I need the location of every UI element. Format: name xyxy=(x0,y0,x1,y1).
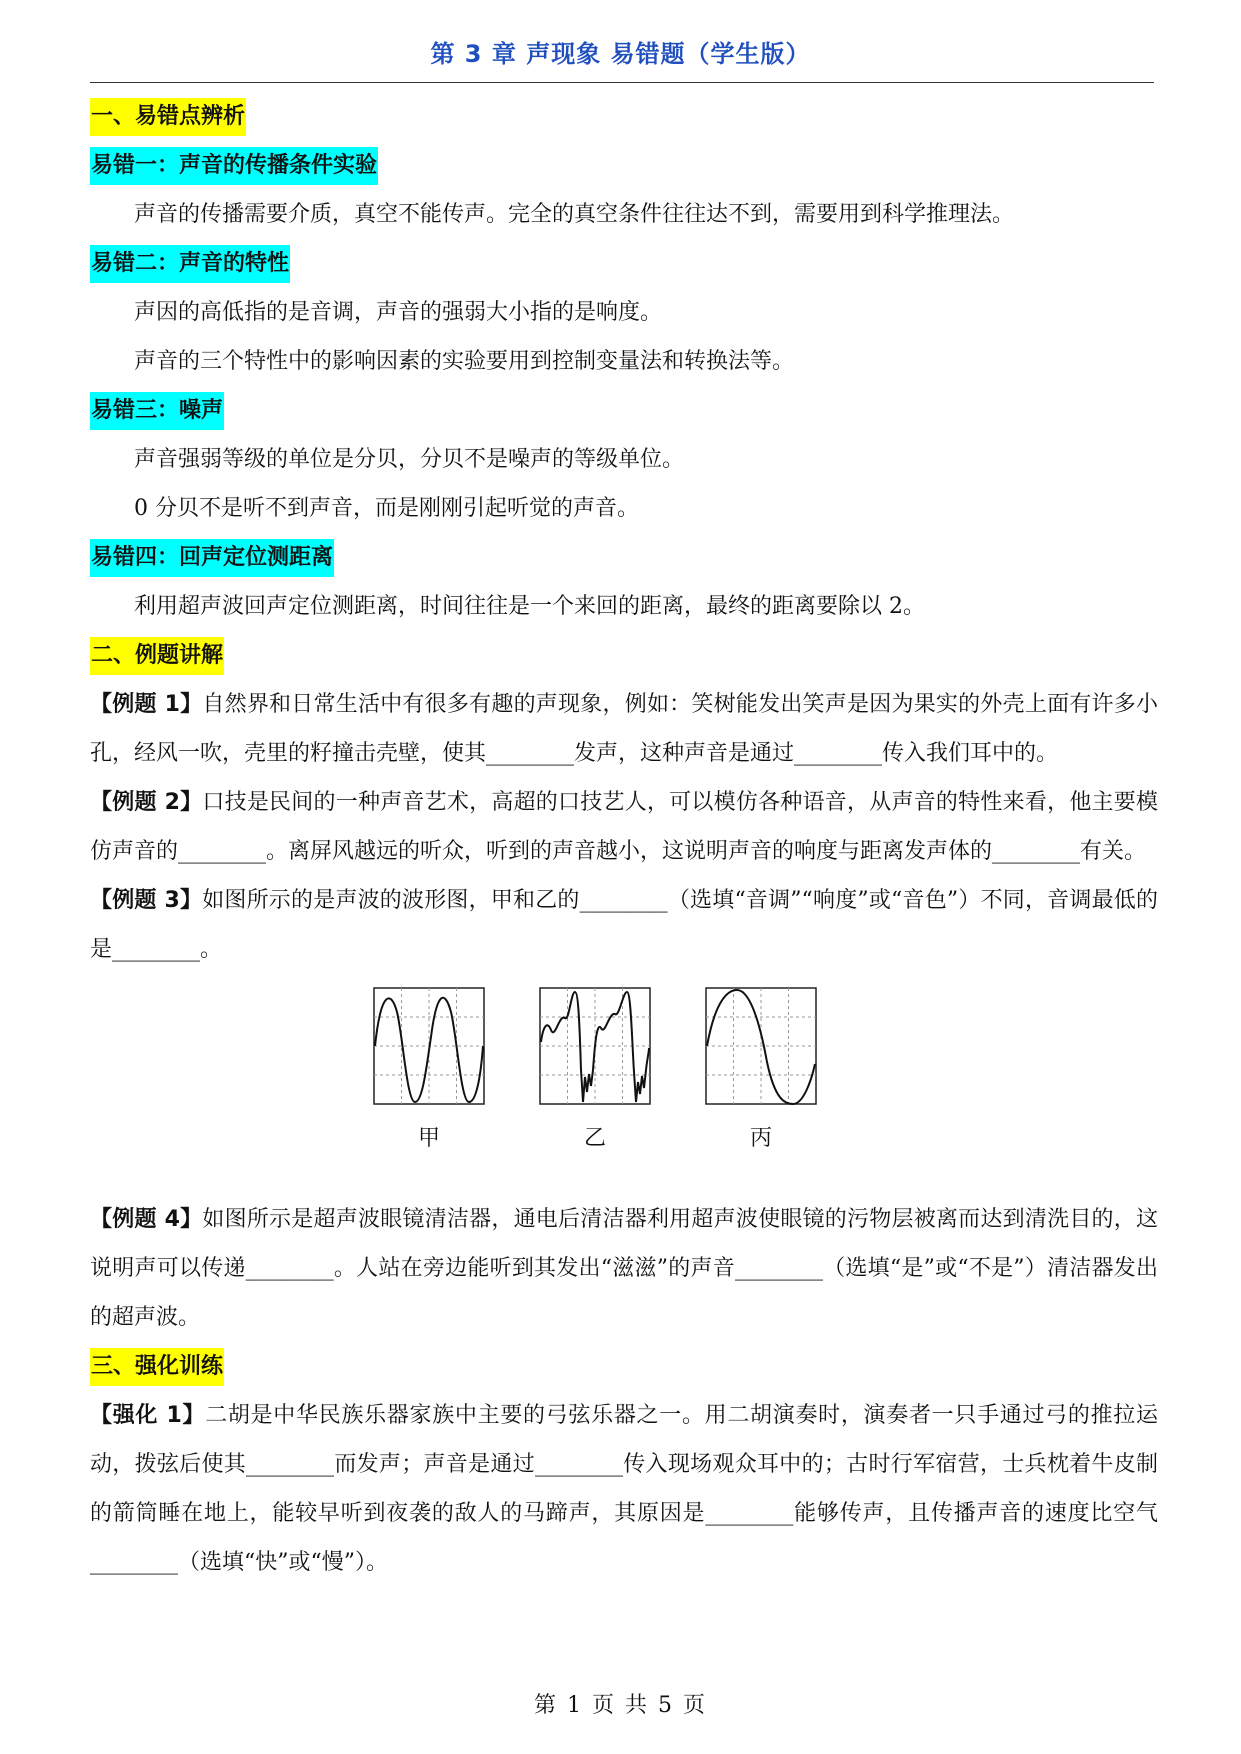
document-body xyxy=(90,92,1158,1587)
example-4 xyxy=(90,1195,1158,1342)
section-3-heading: 三、强化训练 xyxy=(90,1348,224,1386)
error-point-text: 声音强弱等级的单位是分贝，分贝不是噪声的等级单位。 xyxy=(134,447,685,472)
example-text: 自然界和日常生活中有很多有趣的声现象，例如：笑树能发出笑声是因为果实的外壳上面有许多小孔，经风一吹，壳里的籽撞击壳壁，使其________发声，这种声音是通过________传入我们耳中的。 xyxy=(90,692,1159,766)
page-footer: 第 1 页 共 5 页 xyxy=(534,1693,707,1718)
waveform-label-yi: 乙 xyxy=(583,1126,606,1151)
error-point-title: 易错三：噪声 xyxy=(90,392,224,430)
drill-label: 【强化 1】 xyxy=(90,1403,206,1428)
section-heading-1 xyxy=(90,92,1158,141)
example-1 xyxy=(90,680,1158,778)
example-label: 【例题 2】 xyxy=(90,790,203,815)
example-label: 【例题 1】 xyxy=(90,692,203,717)
waveform-panel-jia xyxy=(373,982,485,1151)
waveform-bing-graphic xyxy=(705,982,817,1114)
drill-text: 二胡是中华民族乐器家族中主要的弓弦乐器之一。用二胡演奏时，演奏者一只手通过弓的推拉运动，拨弦后使其________而发声；声音是通过________传入现场观众耳中的；古时行军宿营，士兵枕着牛皮制的箭筒睡在地上，能较早听到夜袭的敌人的马蹄声，其原因是________能够传声，且传播声音的速度比空气________（选填“快”或“慢”）。 xyxy=(90,1403,1158,1575)
waveform-panel-yi xyxy=(539,982,651,1151)
error-point-1-heading xyxy=(90,141,1158,190)
waveform-label-bing: 丙 xyxy=(749,1126,772,1151)
waveform-figure xyxy=(90,982,1158,1187)
error-point-title: 易错二：声音的特性 xyxy=(90,245,290,283)
example-text: 如图所示的是声波的波形图，甲和乙的________（选填“音调”“响度”或“音色”）不同，音调最低的是________。 xyxy=(90,888,1158,962)
section-2-heading: 二、例题讲解 xyxy=(90,637,224,675)
drill-1 xyxy=(90,1391,1158,1587)
error-point-2-heading xyxy=(90,239,1158,288)
waveform-panel-bing xyxy=(705,982,817,1151)
error-point-4-heading xyxy=(90,533,1158,582)
error-point-title: 易错四：回声定位测距离 xyxy=(90,539,334,577)
example-2 xyxy=(90,778,1158,876)
waveform-yi-graphic xyxy=(539,982,651,1114)
error-point-text: 0 分贝不是听不到声音，而是刚刚引起听觉的声音。 xyxy=(134,496,639,521)
example-text: 如图所示是超声波眼镜清洁器，通电后清洁器利用超声波使眼镜的污物层被离而达到清洗目的，这说明声可以传递________。人站在旁边能听到其发出“滋滋”的声音________（选填“是”或“不是”）清洁器发出的超声波。 xyxy=(90,1207,1159,1330)
section-heading-3 xyxy=(90,1342,1158,1391)
example-label: 【例题 4】 xyxy=(90,1207,203,1232)
page-title: 第 3 章 声现象 易错题（学生版） xyxy=(430,40,811,68)
section-1-heading: 一、易错点辨析 xyxy=(90,98,246,136)
error-point-text: 声音的三个特性中的影响因素的实验要用到控制变量法和转换法等。 xyxy=(134,349,795,374)
example-label: 【例题 3】 xyxy=(90,888,203,913)
example-3 xyxy=(90,876,1158,974)
error-point-text: 声因的高低指的是音调，声音的强弱大小指的是响度。 xyxy=(134,300,663,325)
section-heading-2 xyxy=(90,631,1158,680)
error-point-3-heading xyxy=(90,386,1158,435)
example-text: 口技是民间的一种声音艺术，高超的口技艺人，可以模仿各种语音，从声音的特性来看，他主要模仿声音的________。离屏风越远的听众，听到的声音越小，这说明声音的响度与距离发声体的________有关。 xyxy=(90,790,1159,864)
waveform-jia-graphic xyxy=(373,982,485,1114)
error-point-text: 利用超声波回声定位测距离，时间往往是一个来回的距离，最终的距离要除以 2。 xyxy=(134,594,925,619)
waveform-label-jia: 甲 xyxy=(417,1126,440,1151)
error-point-title: 易错一：声音的传播条件实验 xyxy=(90,147,378,185)
header-rule xyxy=(90,82,1154,83)
error-point-text: 声音的传播需要介质，真空不能传声。完全的真空条件往往达不到，需要用到科学推理法。 xyxy=(134,202,1015,227)
